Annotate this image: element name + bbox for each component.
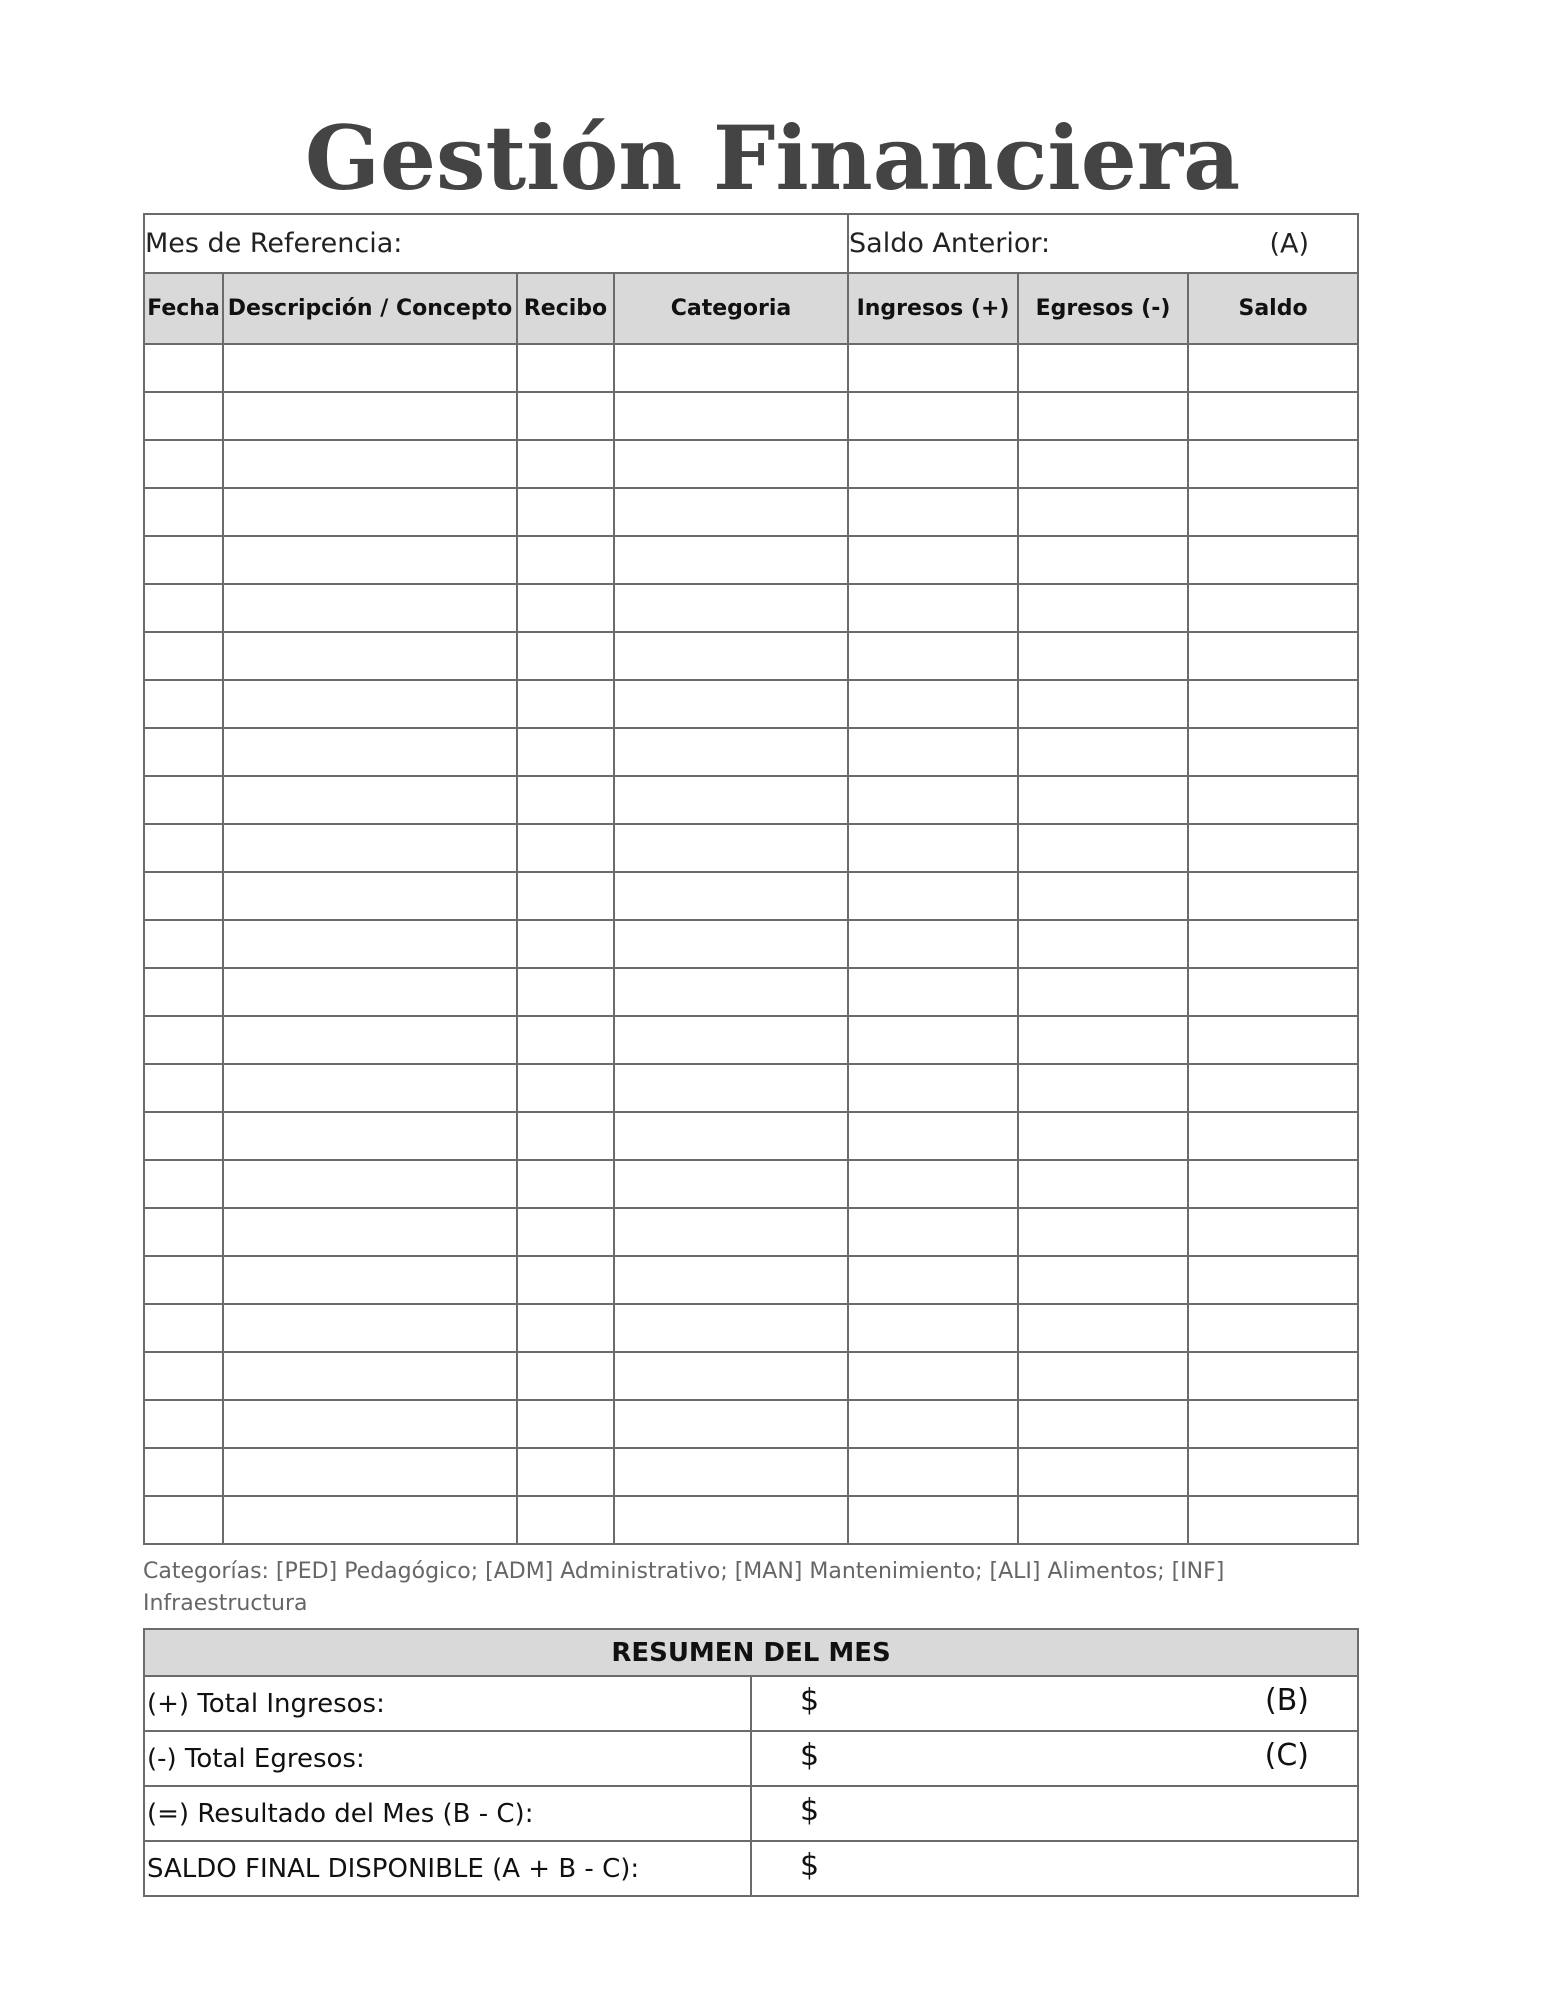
table-cell[interactable] xyxy=(848,1256,1018,1304)
table-cell[interactable] xyxy=(144,584,223,632)
table-cell[interactable] xyxy=(1188,920,1358,968)
table-cell[interactable] xyxy=(614,920,848,968)
table-cell[interactable] xyxy=(223,776,517,824)
table-cell[interactable] xyxy=(1018,488,1188,536)
table-row xyxy=(144,1016,1358,1064)
table-cell[interactable] xyxy=(848,488,1018,536)
table-cell[interactable] xyxy=(1018,968,1188,1016)
table-cell[interactable] xyxy=(223,392,517,440)
table-cell[interactable] xyxy=(517,872,614,920)
table-row xyxy=(144,344,1358,392)
table-cell[interactable] xyxy=(1018,1352,1188,1400)
table-cell[interactable] xyxy=(223,1304,517,1352)
table-cell[interactable] xyxy=(614,488,848,536)
table-cell[interactable] xyxy=(144,392,223,440)
table-cell[interactable] xyxy=(1188,1304,1358,1352)
table-cell[interactable] xyxy=(1018,584,1188,632)
table-cell[interactable] xyxy=(848,1352,1018,1400)
table-cell[interactable] xyxy=(1018,920,1188,968)
table-cell[interactable] xyxy=(1018,1256,1188,1304)
table-cell[interactable] xyxy=(848,776,1018,824)
column-header-fecha: Fecha xyxy=(144,273,223,344)
table-cell[interactable] xyxy=(614,872,848,920)
table-row xyxy=(144,1496,1358,1544)
table-cell[interactable] xyxy=(848,872,1018,920)
table-cell[interactable] xyxy=(614,680,848,728)
table-cell[interactable] xyxy=(848,632,1018,680)
table-cell[interactable] xyxy=(517,1064,614,1112)
summary-table xyxy=(143,1628,1359,1897)
table-row xyxy=(144,584,1358,632)
table-row xyxy=(144,1448,1358,1496)
summary-label: (=) Resultado del Mes (B - C): xyxy=(144,1786,751,1841)
table-cell[interactable] xyxy=(848,680,1018,728)
table-cell[interactable] xyxy=(1018,680,1188,728)
table-cell[interactable] xyxy=(1188,1496,1358,1544)
table-row xyxy=(144,1352,1358,1400)
table-cell[interactable] xyxy=(614,1496,848,1544)
table-cell[interactable] xyxy=(614,632,848,680)
table-cell[interactable] xyxy=(614,1016,848,1064)
table-cell[interactable] xyxy=(614,1112,848,1160)
table-cell[interactable] xyxy=(1018,1160,1188,1208)
currency-symbol: $ xyxy=(800,1738,820,1773)
table-cell[interactable] xyxy=(223,488,517,536)
table-cell[interactable] xyxy=(614,776,848,824)
ledger-sheet xyxy=(143,213,1357,1545)
summary-section xyxy=(143,1628,1357,1897)
table-cell[interactable] xyxy=(1188,1208,1358,1256)
table-cell[interactable] xyxy=(144,776,223,824)
table-cell[interactable] xyxy=(144,1064,223,1112)
table-cell[interactable] xyxy=(848,1112,1018,1160)
table-cell[interactable] xyxy=(223,1208,517,1256)
column-header-categoria: Categoria xyxy=(614,273,848,344)
table-cell[interactable] xyxy=(614,584,848,632)
table-cell[interactable] xyxy=(1018,1112,1188,1160)
table-cell[interactable] xyxy=(144,632,223,680)
table-cell[interactable] xyxy=(1018,872,1188,920)
table-row xyxy=(144,920,1358,968)
table-cell[interactable] xyxy=(1188,584,1358,632)
table-cell[interactable] xyxy=(1188,344,1358,392)
summary-value-field[interactable] xyxy=(751,1731,1358,1786)
table-cell[interactable] xyxy=(223,1400,517,1448)
table-cell[interactable] xyxy=(1018,536,1188,584)
table-row xyxy=(144,968,1358,1016)
table-cell[interactable] xyxy=(517,728,614,776)
page-title: Gestión Financiera xyxy=(304,106,1241,210)
summary-row-total-ingresos xyxy=(144,1676,1358,1731)
summary-row-saldo-final xyxy=(144,1841,1358,1896)
table-cell[interactable] xyxy=(614,1448,848,1496)
table-cell[interactable] xyxy=(614,1400,848,1448)
table-cell[interactable] xyxy=(848,920,1018,968)
table-cell[interactable] xyxy=(144,920,223,968)
previous-balance-field[interactable] xyxy=(848,214,1358,273)
table-cell[interactable] xyxy=(517,1496,614,1544)
table-cell[interactable] xyxy=(517,344,614,392)
reference-month-field[interactable] xyxy=(144,214,848,273)
table-row xyxy=(144,1160,1358,1208)
table-cell[interactable] xyxy=(517,776,614,824)
currency-symbol: $ xyxy=(800,1683,820,1718)
table-cell[interactable] xyxy=(144,824,223,872)
table-cell[interactable] xyxy=(144,536,223,584)
table-cell[interactable] xyxy=(517,536,614,584)
table-row xyxy=(144,728,1358,776)
table-row xyxy=(144,872,1358,920)
table-cell[interactable] xyxy=(1018,1400,1188,1448)
table-cell[interactable] xyxy=(1188,440,1358,488)
table-cell[interactable] xyxy=(1188,776,1358,824)
table-cell[interactable] xyxy=(1018,392,1188,440)
table-cell[interactable] xyxy=(223,1016,517,1064)
table-cell[interactable] xyxy=(144,1400,223,1448)
table-cell[interactable] xyxy=(223,728,517,776)
summary-heading: RESUMEN DEL MES xyxy=(144,1629,1358,1676)
ledger-table xyxy=(143,213,1359,1545)
table-cell[interactable] xyxy=(848,968,1018,1016)
table-cell[interactable] xyxy=(1188,632,1358,680)
table-cell[interactable] xyxy=(614,824,848,872)
table-cell[interactable] xyxy=(614,344,848,392)
table-cell[interactable] xyxy=(223,536,517,584)
table-cell[interactable] xyxy=(144,1016,223,1064)
table-cell[interactable] xyxy=(848,1304,1018,1352)
table-cell[interactable] xyxy=(614,1304,848,1352)
table-cell[interactable] xyxy=(1188,968,1358,1016)
table-cell[interactable] xyxy=(223,1448,517,1496)
table-header-row xyxy=(144,273,1358,344)
table-cell[interactable] xyxy=(223,1064,517,1112)
summary-tag: (C) xyxy=(1264,1738,1310,1773)
table-cell[interactable] xyxy=(517,632,614,680)
table-cell[interactable] xyxy=(144,1352,223,1400)
column-header-ingresos: Ingresos (+) xyxy=(848,273,1018,344)
table-cell[interactable] xyxy=(517,1256,614,1304)
table-cell[interactable] xyxy=(144,872,223,920)
table-cell[interactable] xyxy=(614,1064,848,1112)
table-cell[interactable] xyxy=(614,536,848,584)
column-header-descripcion: Descripción / Concepto xyxy=(223,273,517,344)
table-cell[interactable] xyxy=(614,968,848,1016)
table-row xyxy=(144,1064,1358,1112)
categories-note: Categorías: [PED] Pedagógico; [ADM] Administrativo; [MAN] Mantenimiento; [ALI] Alimentos; [INF] Infraestructura xyxy=(143,1559,1225,1616)
table-cell[interactable] xyxy=(1018,776,1188,824)
table-cell[interactable] xyxy=(1018,344,1188,392)
table-cell[interactable] xyxy=(614,1160,848,1208)
table-row xyxy=(144,824,1358,872)
summary-label: (-) Total Egresos: xyxy=(144,1731,751,1786)
table-cell[interactable] xyxy=(517,1160,614,1208)
table-cell[interactable] xyxy=(144,1304,223,1352)
summary-tag: (B) xyxy=(1265,1683,1310,1718)
table-cell[interactable] xyxy=(614,1208,848,1256)
summary-header-row xyxy=(144,1629,1358,1676)
table-cell[interactable] xyxy=(1188,392,1358,440)
table-cell[interactable] xyxy=(1188,1112,1358,1160)
table-cell[interactable] xyxy=(614,1352,848,1400)
table-cell[interactable] xyxy=(223,920,517,968)
table-cell[interactable] xyxy=(1018,1304,1188,1352)
table-cell[interactable] xyxy=(223,1112,517,1160)
table-cell[interactable] xyxy=(848,1064,1018,1112)
table-cell[interactable] xyxy=(1188,680,1358,728)
table-cell[interactable] xyxy=(614,728,848,776)
table-cell[interactable] xyxy=(848,1448,1018,1496)
table-row xyxy=(144,776,1358,824)
table-cell[interactable] xyxy=(1188,824,1358,872)
table-cell[interactable] xyxy=(517,1304,614,1352)
previous-balance-label: Saldo Anterior: xyxy=(849,228,1051,259)
table-cell[interactable] xyxy=(848,536,1018,584)
table-row xyxy=(144,536,1358,584)
table-cell[interactable] xyxy=(848,728,1018,776)
summary-label: SALDO FINAL DISPONIBLE (A + B - C): xyxy=(144,1841,751,1896)
table-cell[interactable] xyxy=(517,1400,614,1448)
table-cell[interactable] xyxy=(517,680,614,728)
table-row xyxy=(144,440,1358,488)
reference-month-label: Mes de Referencia: xyxy=(145,228,403,259)
table-cell[interactable] xyxy=(144,1160,223,1208)
table-cell[interactable] xyxy=(848,1400,1018,1448)
table-cell[interactable] xyxy=(1018,1496,1188,1544)
table-row xyxy=(144,392,1358,440)
table-cell[interactable] xyxy=(1018,440,1188,488)
table-cell[interactable] xyxy=(144,440,223,488)
table-cell[interactable] xyxy=(144,680,223,728)
summary-value-field[interactable] xyxy=(751,1786,1358,1841)
currency-symbol: $ xyxy=(800,1848,820,1883)
reference-row xyxy=(144,214,1358,273)
summary-label: (+) Total Ingresos: xyxy=(144,1676,751,1731)
table-cell[interactable] xyxy=(1188,1064,1358,1112)
table-cell[interactable] xyxy=(1018,1064,1188,1112)
table-cell[interactable] xyxy=(614,1256,848,1304)
table-cell[interactable] xyxy=(1018,1016,1188,1064)
table-cell[interactable] xyxy=(1018,1448,1188,1496)
column-header-saldo: Saldo xyxy=(1188,273,1358,344)
table-cell[interactable] xyxy=(848,1160,1018,1208)
table-row xyxy=(144,632,1358,680)
table-cell[interactable] xyxy=(1018,824,1188,872)
table-cell[interactable] xyxy=(1018,632,1188,680)
table-cell[interactable] xyxy=(517,1016,614,1064)
table-cell[interactable] xyxy=(848,1016,1018,1064)
table-cell[interactable] xyxy=(223,824,517,872)
table-cell[interactable] xyxy=(144,728,223,776)
table-cell[interactable] xyxy=(1188,1256,1358,1304)
table-row xyxy=(144,488,1358,536)
table-cell[interactable] xyxy=(517,824,614,872)
table-cell[interactable] xyxy=(517,1208,614,1256)
table-cell[interactable] xyxy=(614,392,848,440)
table-cell[interactable] xyxy=(517,968,614,1016)
currency-symbol: $ xyxy=(800,1793,820,1828)
table-row xyxy=(144,1400,1358,1448)
table-cell[interactable] xyxy=(144,1448,223,1496)
table-cell[interactable] xyxy=(223,632,517,680)
table-cell[interactable] xyxy=(848,1496,1018,1544)
table-cell[interactable] xyxy=(848,824,1018,872)
table-cell[interactable] xyxy=(517,920,614,968)
table-cell[interactable] xyxy=(1188,728,1358,776)
table-cell[interactable] xyxy=(517,440,614,488)
table-cell[interactable] xyxy=(848,344,1018,392)
column-header-egresos: Egresos (-) xyxy=(1018,273,1188,344)
summary-row-resultado xyxy=(144,1786,1358,1841)
previous-balance-tag: (A) xyxy=(1269,228,1310,259)
table-cell[interactable] xyxy=(848,440,1018,488)
table-row xyxy=(144,1208,1358,1256)
table-cell[interactable] xyxy=(1188,536,1358,584)
table-cell[interactable] xyxy=(848,1208,1018,1256)
table-cell[interactable] xyxy=(223,872,517,920)
table-cell[interactable] xyxy=(144,1112,223,1160)
table-cell[interactable] xyxy=(223,1160,517,1208)
table-cell[interactable] xyxy=(1188,1352,1358,1400)
table-cell[interactable] xyxy=(144,1256,223,1304)
table-cell[interactable] xyxy=(223,1496,517,1544)
table-cell[interactable] xyxy=(223,968,517,1016)
table-cell[interactable] xyxy=(223,680,517,728)
table-cell[interactable] xyxy=(1188,1160,1358,1208)
table-cell[interactable] xyxy=(517,392,614,440)
table-row xyxy=(144,1304,1358,1352)
table-cell[interactable] xyxy=(1188,488,1358,536)
table-row xyxy=(144,680,1358,728)
column-header-recibo: Recibo xyxy=(517,273,614,344)
table-cell[interactable] xyxy=(1188,1016,1358,1064)
table-cell[interactable] xyxy=(223,344,517,392)
table-cell[interactable] xyxy=(517,1448,614,1496)
table-cell[interactable] xyxy=(144,968,223,1016)
table-cell[interactable] xyxy=(223,440,517,488)
ledger-body xyxy=(144,344,1358,1544)
table-cell[interactable] xyxy=(517,488,614,536)
table-cell[interactable] xyxy=(614,440,848,488)
table-row xyxy=(144,1112,1358,1160)
table-cell[interactable] xyxy=(144,1208,223,1256)
table-cell[interactable] xyxy=(223,1256,517,1304)
table-cell[interactable] xyxy=(517,1112,614,1160)
table-cell[interactable] xyxy=(223,1352,517,1400)
table-cell[interactable] xyxy=(848,584,1018,632)
table-cell[interactable] xyxy=(848,392,1018,440)
table-cell[interactable] xyxy=(517,1352,614,1400)
table-cell[interactable] xyxy=(1188,872,1358,920)
table-cell[interactable] xyxy=(517,584,614,632)
table-cell[interactable] xyxy=(1188,1400,1358,1448)
table-cell[interactable] xyxy=(144,488,223,536)
table-cell[interactable] xyxy=(1188,1448,1358,1496)
table-cell[interactable] xyxy=(1018,728,1188,776)
table-cell[interactable] xyxy=(144,1496,223,1544)
summary-row-total-egresos xyxy=(144,1731,1358,1786)
table-row xyxy=(144,1256,1358,1304)
table-cell[interactable] xyxy=(1018,1208,1188,1256)
table-cell[interactable] xyxy=(144,344,223,392)
summary-value-field[interactable] xyxy=(751,1841,1358,1896)
summary-value-field[interactable] xyxy=(751,1676,1358,1731)
table-cell[interactable] xyxy=(223,584,517,632)
